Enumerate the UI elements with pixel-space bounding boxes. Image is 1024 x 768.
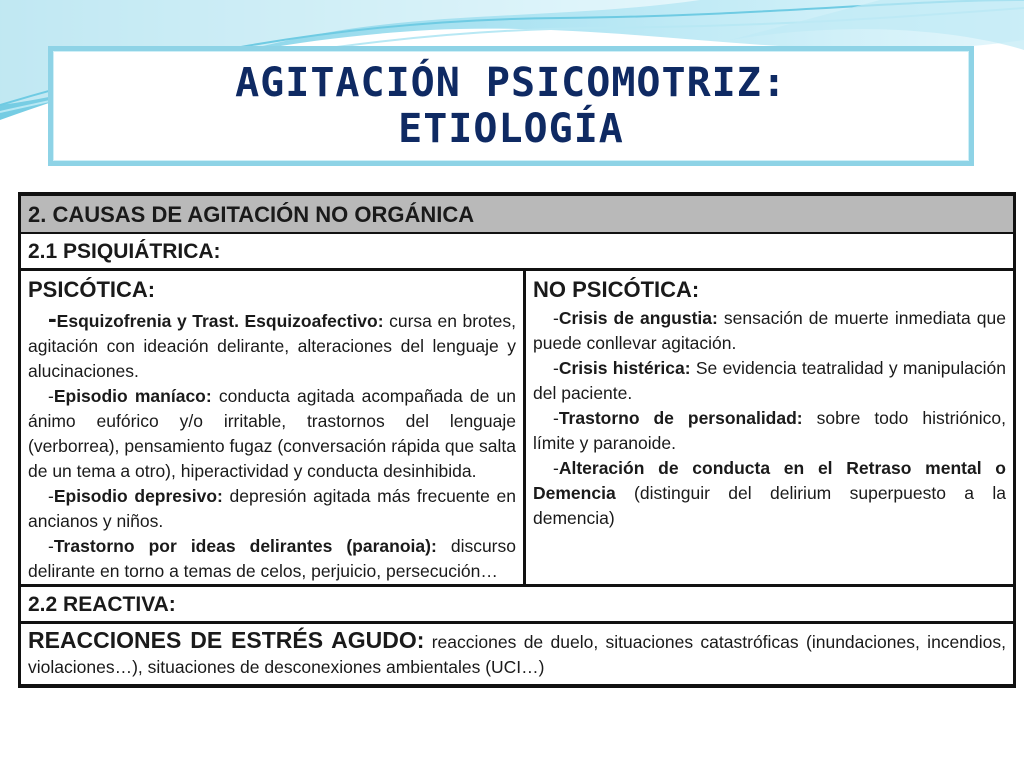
no-psicotica-item: -Alteración de conducta en el Retraso mental o Demencia (distinguir del delirium superpuesto a la demencia) bbox=[533, 458, 1006, 528]
no-psicotica-column bbox=[525, 270, 1015, 586]
reactiva-row bbox=[20, 623, 1015, 687]
no-psicotica-header: NO PSICÓTICA: bbox=[533, 277, 700, 302]
no-psicotica-item: -Crisis histérica: Se evidencia teatralidad y manipulación del paciente. bbox=[533, 358, 1007, 403]
causes-row bbox=[20, 270, 1015, 586]
reactiva-cell bbox=[20, 623, 1015, 687]
section-psiquiatrica-row bbox=[20, 233, 1015, 270]
title-box bbox=[48, 46, 974, 166]
psicotica-header: PSICÓTICA: bbox=[28, 277, 156, 302]
section-reactiva-row bbox=[20, 586, 1015, 623]
psicotica-item: -Episodio maníaco: conducta agitada acompañada de un ánimo eufórico y/o irritable, trastornos del lenguaje (verborrea), pensamiento fugaz (conversación rápida que salta de un tema a otro), hiperactividad y conducta desinhibida. bbox=[28, 386, 517, 481]
psicotica-column bbox=[20, 270, 525, 586]
etiology-table bbox=[18, 192, 1016, 688]
page-title-line-2: ETIOLOGÍA bbox=[398, 106, 624, 152]
table-heading: 2. CAUSAS DE AGITACIÓN NO ORGÁNICA bbox=[20, 194, 1015, 233]
psicotica-item: -Episodio depresivo: depresión agitada más frecuente en ancianos y niños. bbox=[28, 486, 517, 531]
section-reactiva-label: 2.2 REACTIVA: bbox=[20, 586, 1015, 623]
page-title-line-1: AGITACIÓN PSICOMOTRIZ: bbox=[235, 60, 787, 106]
no-psicotica-item: -Trastorno de personalidad: sobre todo histriónico, límite y paranoide. bbox=[533, 408, 1006, 453]
reactiva-text: REACCIONES DE ESTRÉS AGUDO: reacciones de duelo, situaciones catastróficas (inundaciones, incendios, violaciones…), situaciones de desconexiones ambientales (UCI…) bbox=[28, 627, 1006, 677]
psicotica-item: -Trastorno por ideas delirantes (paranoia): discurso delirante en torno a temas de celos, perjuicio, persecución… bbox=[28, 536, 516, 581]
table-heading-row bbox=[20, 194, 1015, 233]
psicotica-item: -Esquizofrenia y Trast. Esquizoafectivo: cursa en brotes, agitación con ideación delirante, alteraciones del lenguaje y alucinaciones. bbox=[28, 303, 516, 381]
no-psicotica-item: -Crisis de angustia: sensación de muerte inmediata que puede conllevar agitación. bbox=[533, 308, 1006, 353]
section-psiquiatrica-label: 2.1 PSIQUIÁTRICA: bbox=[20, 233, 1015, 270]
